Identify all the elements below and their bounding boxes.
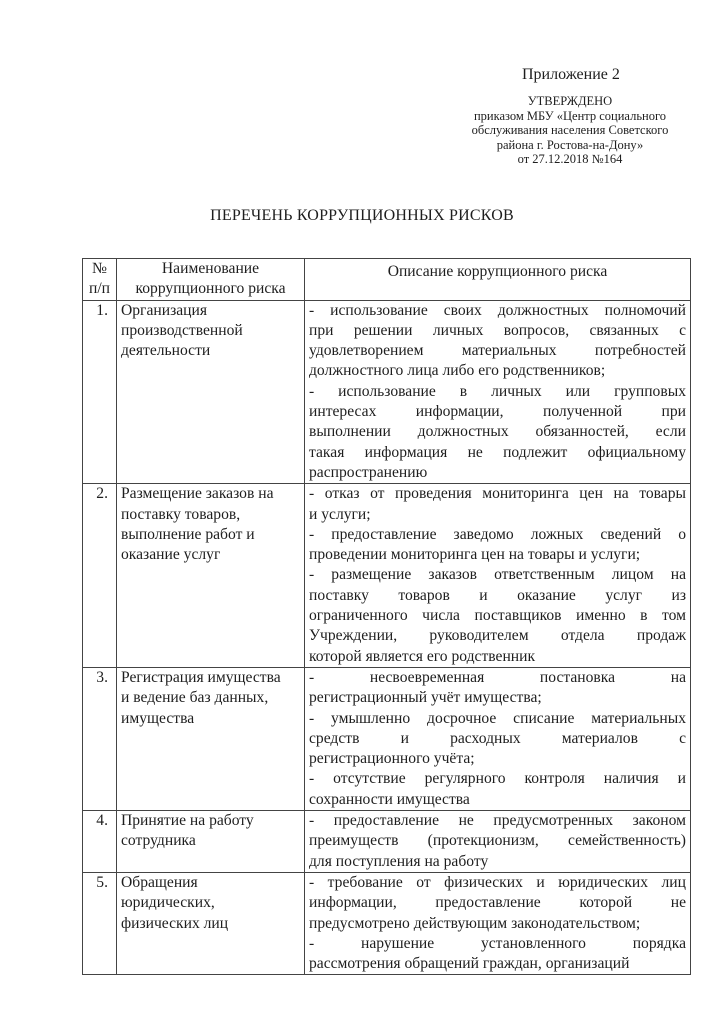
cell-line: имущества [121, 709, 195, 727]
cell-line: - несвоевременная постановка на [309, 668, 686, 686]
cell-line: - предоставление заведомо ложных сведений о [309, 525, 686, 543]
cell-line: - нарушение установленного порядка [309, 934, 686, 952]
cell-line: регистрационного учёта; [309, 750, 475, 768]
table-row [83, 667, 691, 810]
cell-line: поставку товаров, [121, 505, 241, 523]
cell-line: - предоставление не предусмотренных законом [309, 812, 686, 830]
cell-line: Размещение заказов на [121, 485, 274, 503]
cell-line: регистрационный учёт имущества; [309, 689, 542, 707]
header-text: № [92, 260, 107, 277]
cell-name [117, 872, 305, 974]
cell-line: ограниченного числа поставщиков именно в том [309, 607, 686, 625]
cell-line: распространению [309, 463, 428, 481]
cell-name [117, 484, 305, 668]
cell-line: - размещение заказов ответственным лицом на [309, 566, 686, 584]
approval-line: УТВЕРЖДЕНО [527, 94, 613, 108]
table-header-row [83, 259, 691, 301]
cell-line: и ведение баз данных, [121, 689, 269, 707]
cell-line: - отказ от проведения мониторинга цен на товары [309, 485, 686, 503]
cell-line: поставку товаров и оказание услуг из [309, 586, 686, 604]
cell-line: рассмотрения обращений граждан, организаций [309, 955, 630, 973]
approval-line: обслуживания населения Советского [471, 123, 669, 137]
cell-desc [305, 300, 691, 484]
cell-name [117, 667, 305, 810]
cell-line: производственной [121, 321, 243, 339]
table-row [83, 300, 691, 484]
cell-line: для поступления на работу [309, 852, 489, 870]
cell-line: оказание услуг [121, 546, 221, 564]
cell-line: выполнении должностных обязанностей, если [309, 423, 686, 441]
approval-block [470, 94, 670, 167]
cell-line: - требование от физических и юридических лиц [309, 873, 686, 891]
cell-line: юридических, [121, 894, 215, 912]
cell-num [83, 667, 117, 810]
cell-name [117, 300, 305, 484]
cell-desc [305, 667, 691, 810]
header-desc [305, 259, 691, 301]
cell-desc [305, 811, 691, 873]
appendix-label: Приложение 2 [522, 66, 620, 83]
cell-num [83, 300, 117, 484]
cell-line: Регистрация имущества [121, 668, 281, 686]
cell-line: выполнение работ и [121, 525, 255, 543]
cell-line: 1. [96, 301, 108, 319]
cell-line: при решении личных вопросов, связанных с [309, 321, 686, 339]
cell-line: преимуществ (протекционизм, семейственность) [309, 832, 686, 850]
cell-name [117, 811, 305, 873]
cell-line: - умышленно досрочное списание материальных [309, 709, 686, 727]
cell-line: деятельности [121, 342, 211, 360]
cell-line: 3. [96, 668, 108, 686]
cell-line: Принятие на работу [121, 812, 254, 830]
cell-num [83, 811, 117, 873]
header-text: коррупционного риска [135, 280, 286, 298]
header-name [117, 259, 305, 301]
approval-line: приказом МБУ «Центр социального [473, 108, 667, 123]
cell-line: предусмотрено действующим законодательством; [309, 914, 641, 932]
cell-desc [305, 872, 691, 974]
cell-line: - отсутствие регулярного контроля наличия и [309, 770, 686, 788]
cell-line: - использование своих должностных полномочий [309, 301, 686, 319]
cell-line: Обращения [121, 873, 198, 891]
cell-line: которой является его родственник [309, 647, 536, 665]
table-row [83, 872, 691, 974]
approval-line: от 27.12.2018 №164 [517, 152, 623, 166]
header-text: Описание коррупционного риска [387, 263, 608, 280]
cell-line: информации, предоставление которой не [309, 894, 686, 912]
cell-line: и услуги; [309, 505, 371, 523]
cell-line: должностного лица либо его родственников; [309, 362, 606, 380]
cell-num [83, 484, 117, 668]
document-title: ПЕРЕЧЕНЬ КОРРУПЦИОННЫХ РИСКОВ [210, 207, 514, 224]
cell-line: Организация [121, 301, 208, 319]
approval-line: района г. Ростова-на-Дону» [496, 137, 644, 152]
cell-line: удовлетворением материальных потребностей [309, 342, 686, 360]
cell-line: интересах информации, полученной при [309, 403, 686, 421]
cell-num [83, 872, 117, 974]
cell-line: 4. [96, 812, 108, 830]
header-num [83, 259, 117, 301]
cell-line: такая информация не подлежит официальному [309, 443, 686, 461]
table-row [83, 811, 691, 873]
cell-line: 2. [96, 485, 108, 503]
cell-desc [305, 484, 691, 668]
cell-line: Учреждении, руководителем отдела продаж [309, 627, 686, 645]
table-row [83, 484, 691, 668]
cell-line: сотрудника [121, 832, 196, 850]
cell-line: средств и расходных материалов с [309, 729, 686, 747]
header-text: Наименование [161, 260, 260, 277]
header-text: п/п [88, 280, 111, 298]
cell-line: 5. [96, 873, 108, 891]
risk-table [82, 258, 691, 975]
cell-line: - использование в личных или групповых [309, 382, 686, 400]
cell-line: проведении мониторинга цен на товары и услуги; [309, 546, 641, 564]
cell-line: сохранности имущества [309, 790, 470, 808]
cell-line: физических лиц [121, 914, 229, 932]
